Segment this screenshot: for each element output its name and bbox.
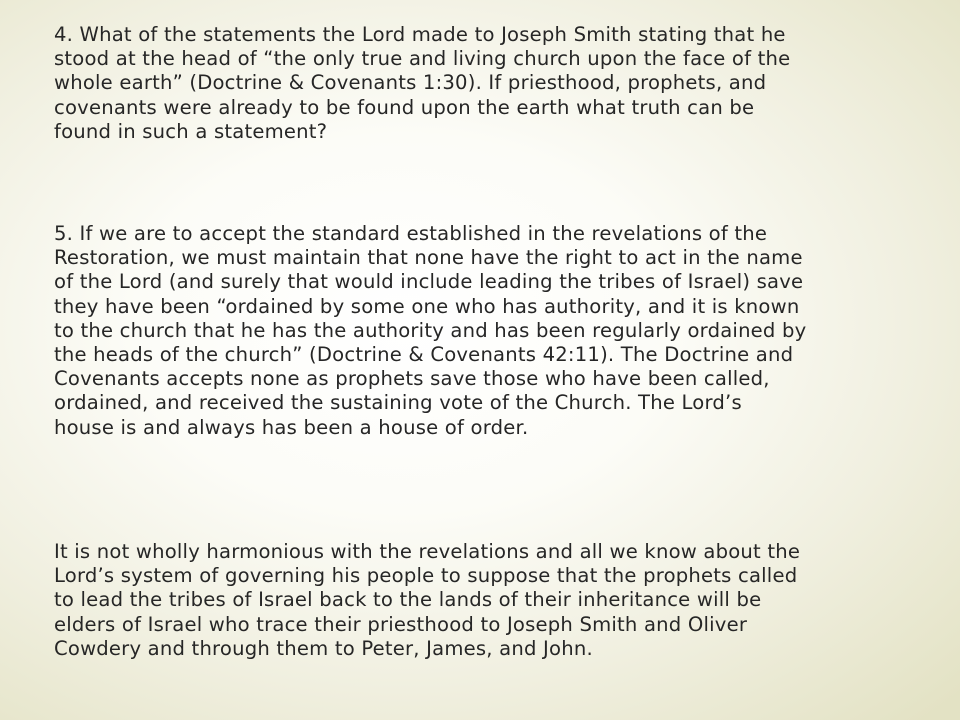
paragraph-question-5: 5. If we are to accept the standard established in the revelations of the Restoration, we must maintain that none have the right to act in the name of the Lord (and surely that would include leading the tribes of Israel) save they have been “ordained by some one who has authority, and it is known to the church that he has the authority and has been regularly ordained by the heads of the church” (Doctrine & Covenants 42:11). The Doctrine and Covenants accepts none as prophets save those who have been called, ordained, and received the sustaining vote of the Church. The Lord’s house is and always has been a house of order. xyxy=(54,222,807,439)
paragraph-question-4: 4. What of the statements the Lord made to Joseph Smith stating that he stood at the head of “the only true and living church upon the face of the whole earth” (Doctrine & Covenants 1:30). If priesthood, prophets, and covenants were already to be found upon the earth what truth can be found in such a statement? xyxy=(54,23,791,143)
paragraph-conclusion: It is not wholly harmonious with the revelations and all we know about the Lord’s system of governing his people to suppose that the prophets called to lead the tribes of Israel back to the lands of their inheritance will be elders of Israel who trace their priesthood to Joseph Smith and Oliver Cowdery and through them to Peter, James, and John. xyxy=(54,540,801,660)
